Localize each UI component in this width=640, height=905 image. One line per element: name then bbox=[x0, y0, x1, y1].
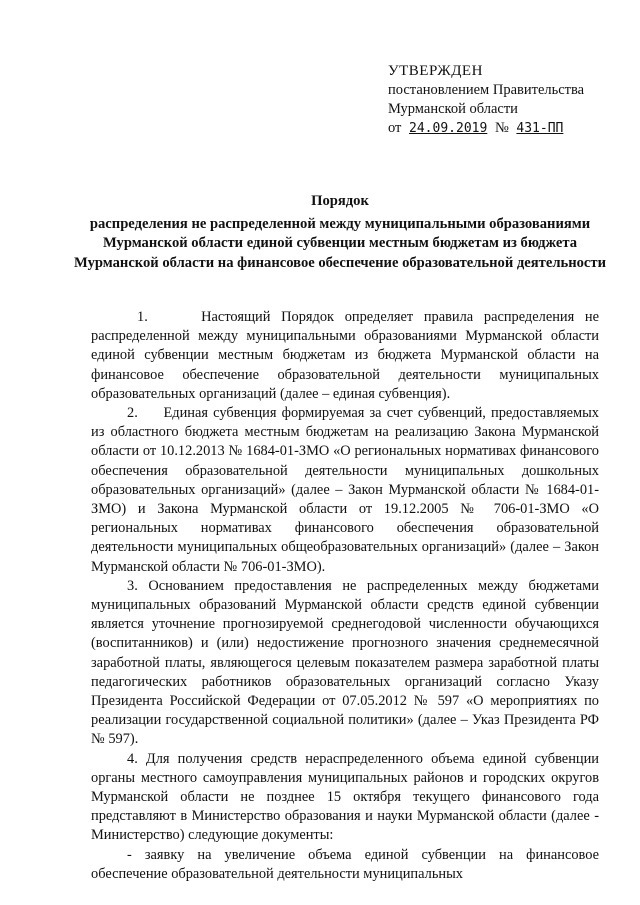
document-body bbox=[91, 308, 599, 884]
title-subtitle: распределения не распределенной между муниципальными образованиями Мурманской области единой субвенции местным бюджетам из бюджета Мурманской области на финансовое обеспечение образовательной деятельности bbox=[74, 215, 606, 271]
approval-number: 431-ПП bbox=[516, 121, 564, 136]
paragraph-1: 1. Настоящий Порядок определяет правила распределения не распределенной между муниципальными образованиями Мурманской области единой субвенции местным бюджетам из бюджета Мурманской области на финансовое обеспечение образовательной деятельности муниципальных образовательных организаций (далее – единая субвенция). bbox=[91, 309, 599, 402]
paragraph-5: - заявку на увеличение объема единой субвенции на финансовое обеспечение образовательной деятельности муниципальных bbox=[91, 846, 599, 882]
title-heading: Порядок bbox=[311, 193, 369, 209]
approval-stamp bbox=[388, 62, 628, 138]
paragraph-4: 4. Для получения средств нераспределенного объема единой субвенции органы местного самоуправления муниципальных районов и городских округов Мурманской области не позднее 15 октября текущего финансового года представляют в Министерство образования и науки Мурманской области (далее - Министерство) следующие документы: bbox=[91, 750, 599, 844]
approval-label: УТВЕРЖДЕН bbox=[388, 63, 483, 79]
date-prefix: от bbox=[388, 120, 402, 136]
approval-date: 24.09.2019 bbox=[409, 121, 488, 136]
approval-line-2: Мурманской области bbox=[388, 101, 518, 117]
document-title bbox=[60, 192, 620, 273]
approval-date-line bbox=[388, 119, 628, 138]
paragraph-2: 2. Единая субвенция формируемая за счет субвенций, предоставляемых из областного бюджета местным бюджетам на реализацию Закона Мурманской области от 10.12.2013 № 1684-01-ЗМО «О региональных нормативах финансового обеспечения образовательной деятельности муниципальных дошкольных образовательных организаций» (далее – Закон Мурманской области № 1684-01-ЗМО) и Закона Мурманской области от 19.12.2005 № 706-01-ЗМО «О региональных нормативах финансового обеспечения образовательной деятельности муниципальных общеобразовательных организаций» (далее – Закон Мурманской области № 706-01-ЗМО). bbox=[91, 405, 599, 575]
paragraph-3: 3. Основанием предоставления не распределенных между бюджетами муниципальных образований Мурманской области средств единой субвенции является уточнение прогнозируемой среднегодовой численности обучающихся (воспитанников) и (или) недостижение прогнозного значения среднемесячной заработной платы, являющегося целевым показателем размера заработной платы педагогических работников образовательных организаций согласно Указу Президента Российской Федерации от 07.05.2012 № 597 «О мероприятиях по реализации государственной социальной политики» (далее – Указ Президента РФ № 597). bbox=[91, 577, 599, 748]
number-prefix: № bbox=[494, 120, 509, 136]
approval-line-1: постановлением Правительства bbox=[388, 82, 585, 98]
